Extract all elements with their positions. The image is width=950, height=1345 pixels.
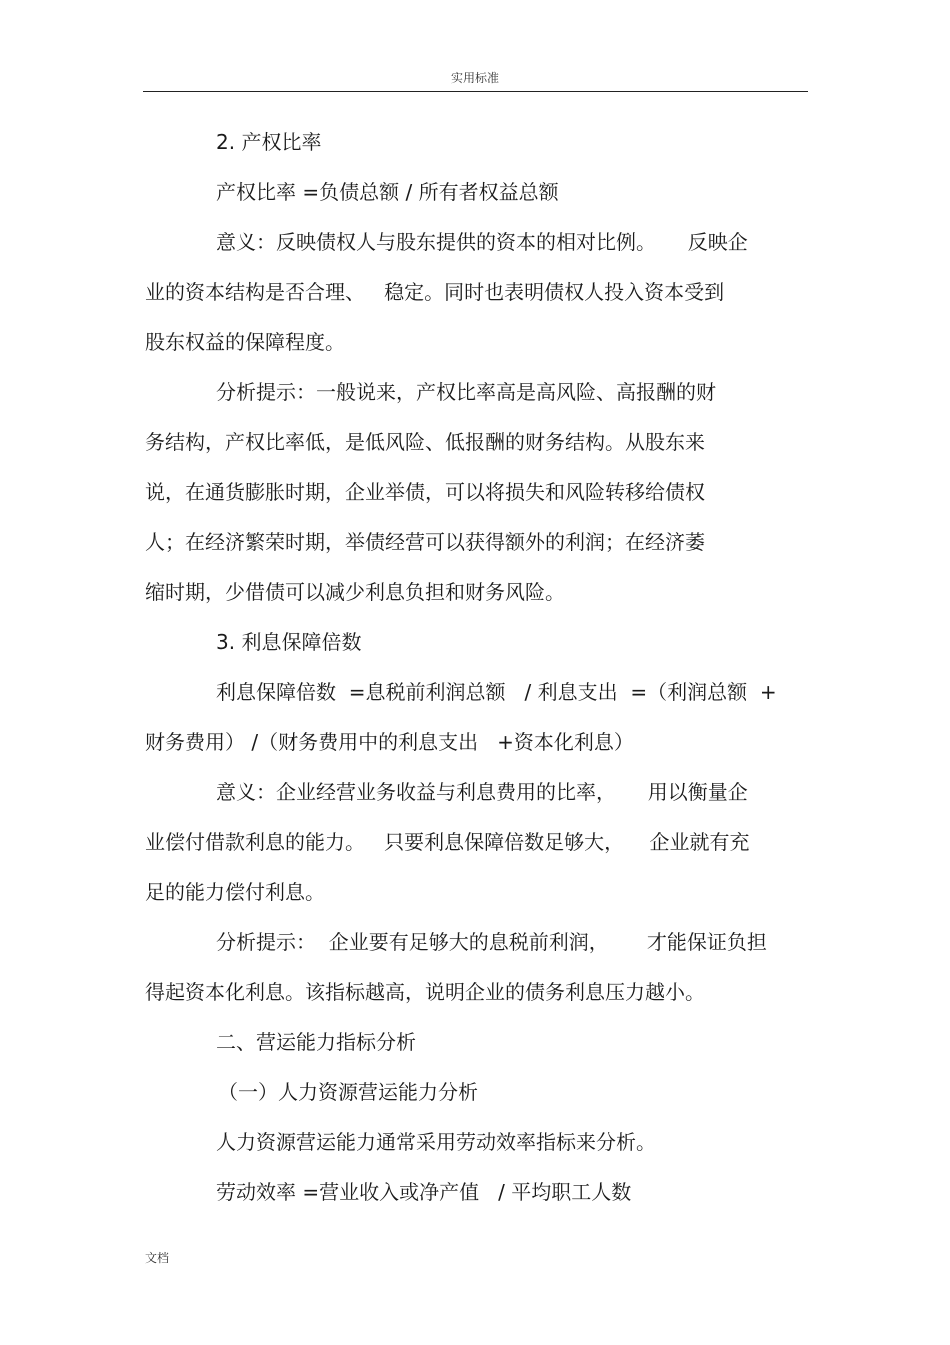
header-divider (143, 91, 808, 92)
paragraph-line: 意义：反映债权人与股东提供的资本的相对比例。 反映企 (216, 230, 748, 254)
section-heading-operating-capacity: 二、营运能力指标分析 (216, 1030, 416, 1054)
subsection-heading-human-resources: （一）人力资源营运能力分析 (218, 1080, 478, 1104)
formula-interest-coverage-cont: 财务费用） /（财务费用中的利息支出 +资本化利息） (145, 730, 634, 754)
paragraph-line: 务结构，产权比率低，是低风险、低报酬的财务结构。从股东来 (145, 430, 705, 454)
page-footer: 文档 (145, 1251, 170, 1265)
paragraph-line: 人力资源营运能力通常采用劳动效率指标来分析。 (216, 1130, 656, 1154)
paragraph-line: 业的资本结构是否合理、 稳定。同时也表明债权人投入资本受到 (145, 280, 725, 304)
formula-labor-efficiency: 劳动效率 =营业收入或净产值 / 平均职工人数 (216, 1180, 632, 1204)
paragraph-line: 分析提示： 企业要有足够大的息税前利润， 才能保证负担 (216, 930, 767, 954)
paragraph-line: 人；在经济繁荣时期，举债经营可以获得额外的利润；在经济萎 (145, 530, 705, 554)
paragraph-line: 分析提示：一般说来，产权比率高是高风险、高报酬的财 (216, 380, 716, 404)
paragraph-line: 缩时期，少借债可以减少利息负担和财务风险。 (145, 580, 565, 604)
paragraph-line: 说，在通货膨胀时期，企业举债，可以将损失和风险转移给债权 (145, 480, 705, 504)
section-heading-equity-ratio: 2. 产权比率 (216, 130, 322, 154)
paragraph-line: 股东权益的保障程度。 (145, 330, 345, 354)
page-header: 实用标准 (450, 71, 499, 85)
formula-equity-ratio: 产权比率 =负债总额 / 所有者权益总额 (216, 180, 559, 204)
paragraph-line: 得起资本化利息。该指标越高，说明企业的债务利息压力越小。 (145, 980, 705, 1004)
formula-interest-coverage: 利息保障倍数 =息税前利润总额 / 利息支出 =（利润总额 + (216, 680, 777, 704)
section-heading-interest-coverage: 3. 利息保障倍数 (216, 630, 362, 654)
paragraph-line: 意义：企业经营业务收益与利息费用的比率， 用以衡量企 (216, 780, 748, 804)
paragraph-line: 业偿付借款利息的能力。 只要利息保障倍数足够大， 企业就有充 (145, 830, 750, 854)
paragraph-line: 足的能力偿付利息。 (145, 880, 325, 904)
